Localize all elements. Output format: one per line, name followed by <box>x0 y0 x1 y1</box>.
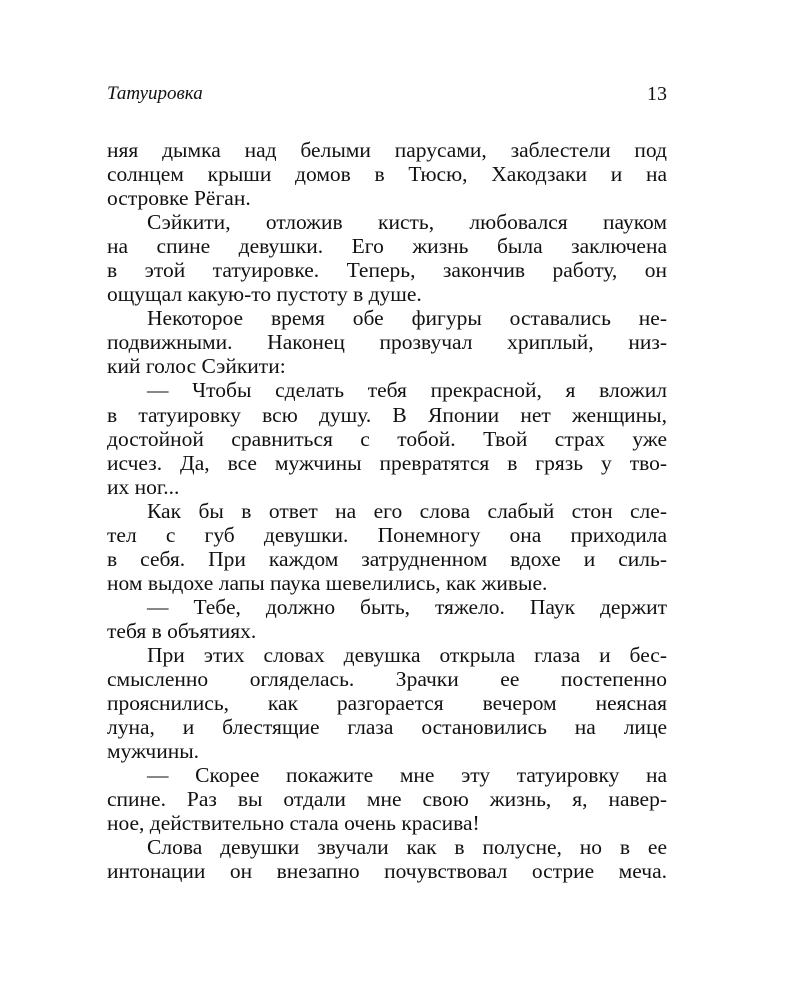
text-line-21: тебя в объятиях. <box>107 618 257 643</box>
text-line-20: — Тебе, должно быть, тяжело. Паук держит <box>147 594 667 619</box>
running-title: Татуировка <box>107 83 203 104</box>
text-line-19: ном выдохе лапы паука шевелились, как живые. <box>107 570 548 595</box>
text-line-11: — Чтобы сделать тебя прекрасной, я вложил <box>147 378 667 403</box>
text-line-3: островке Рёган. <box>107 186 251 211</box>
text-line-13: достойной сравниться с тобой. Твой страх уже <box>107 426 667 451</box>
text-line-8: Некоторое время обе фигуры оставались не- <box>147 306 667 331</box>
text-line-16: Как бы в ответ на его слова слабый стон сле- <box>147 498 667 523</box>
text-line-28: спине. Раз вы отдали мне свою жизнь, я, навер- <box>107 787 667 812</box>
text-line-23: смысленно огляделась. Зрачки ее постепенно <box>107 667 667 692</box>
text-line-6: в этой татуировке. Теперь, закончив работу, он <box>107 258 667 283</box>
text-line-26: мужчины. <box>107 739 200 764</box>
text-line-31: интонации он внезапно почувствовал острие меча. <box>107 859 667 884</box>
text-line-22: При этих словах девушка открыла глаза и бес- <box>147 642 667 667</box>
text-line-25: луна, и блестящие глаза остановились на лице <box>107 715 667 740</box>
text-line-10: кий голос Сэйкити: <box>107 354 286 379</box>
text-line-1: няя дымка над белыми парусами, заблестели под <box>107 138 667 162</box>
running-head <box>107 82 667 110</box>
text-line-27: — Скорее покажите мне эту татуировку на <box>147 763 667 788</box>
text-line-12: в татуировку всю душу. В Японии нет женщины, <box>107 402 667 427</box>
text-line-5: на спине девушки. Его жизнь была заключена <box>107 234 667 259</box>
text-line-15: их ног... <box>107 474 180 499</box>
text-line-29: ное, действительно стала очень красива! <box>107 811 480 836</box>
text-line-17: тел с губ девушки. Понемногу она приходила <box>107 522 667 547</box>
text-line-2: солнцем крыши домов в Тюсю, Хакодзаки и на <box>107 162 667 187</box>
text-line-7: ощущал какую-то пустоту в душе. <box>107 282 422 307</box>
page-number: 13 <box>647 83 667 105</box>
text-line-30: Слова девушки звучали как в полусне, но в ее <box>147 835 667 860</box>
text-line-24: прояснились, как разгорается вечером неясная <box>107 691 667 716</box>
text-line-9: подвижными. Наконец прозвучал хриплый, низ- <box>107 330 667 355</box>
body-text <box>107 138 667 883</box>
text-line-14: исчез. Да, все мужчины превратятся в грязь у тво- <box>107 450 667 475</box>
text-line-4: Сэйкити, отложив кисть, любовался пауком <box>147 210 667 235</box>
text-line-18: в себя. При каждом затрудненном вдохе и силь- <box>107 546 667 571</box>
